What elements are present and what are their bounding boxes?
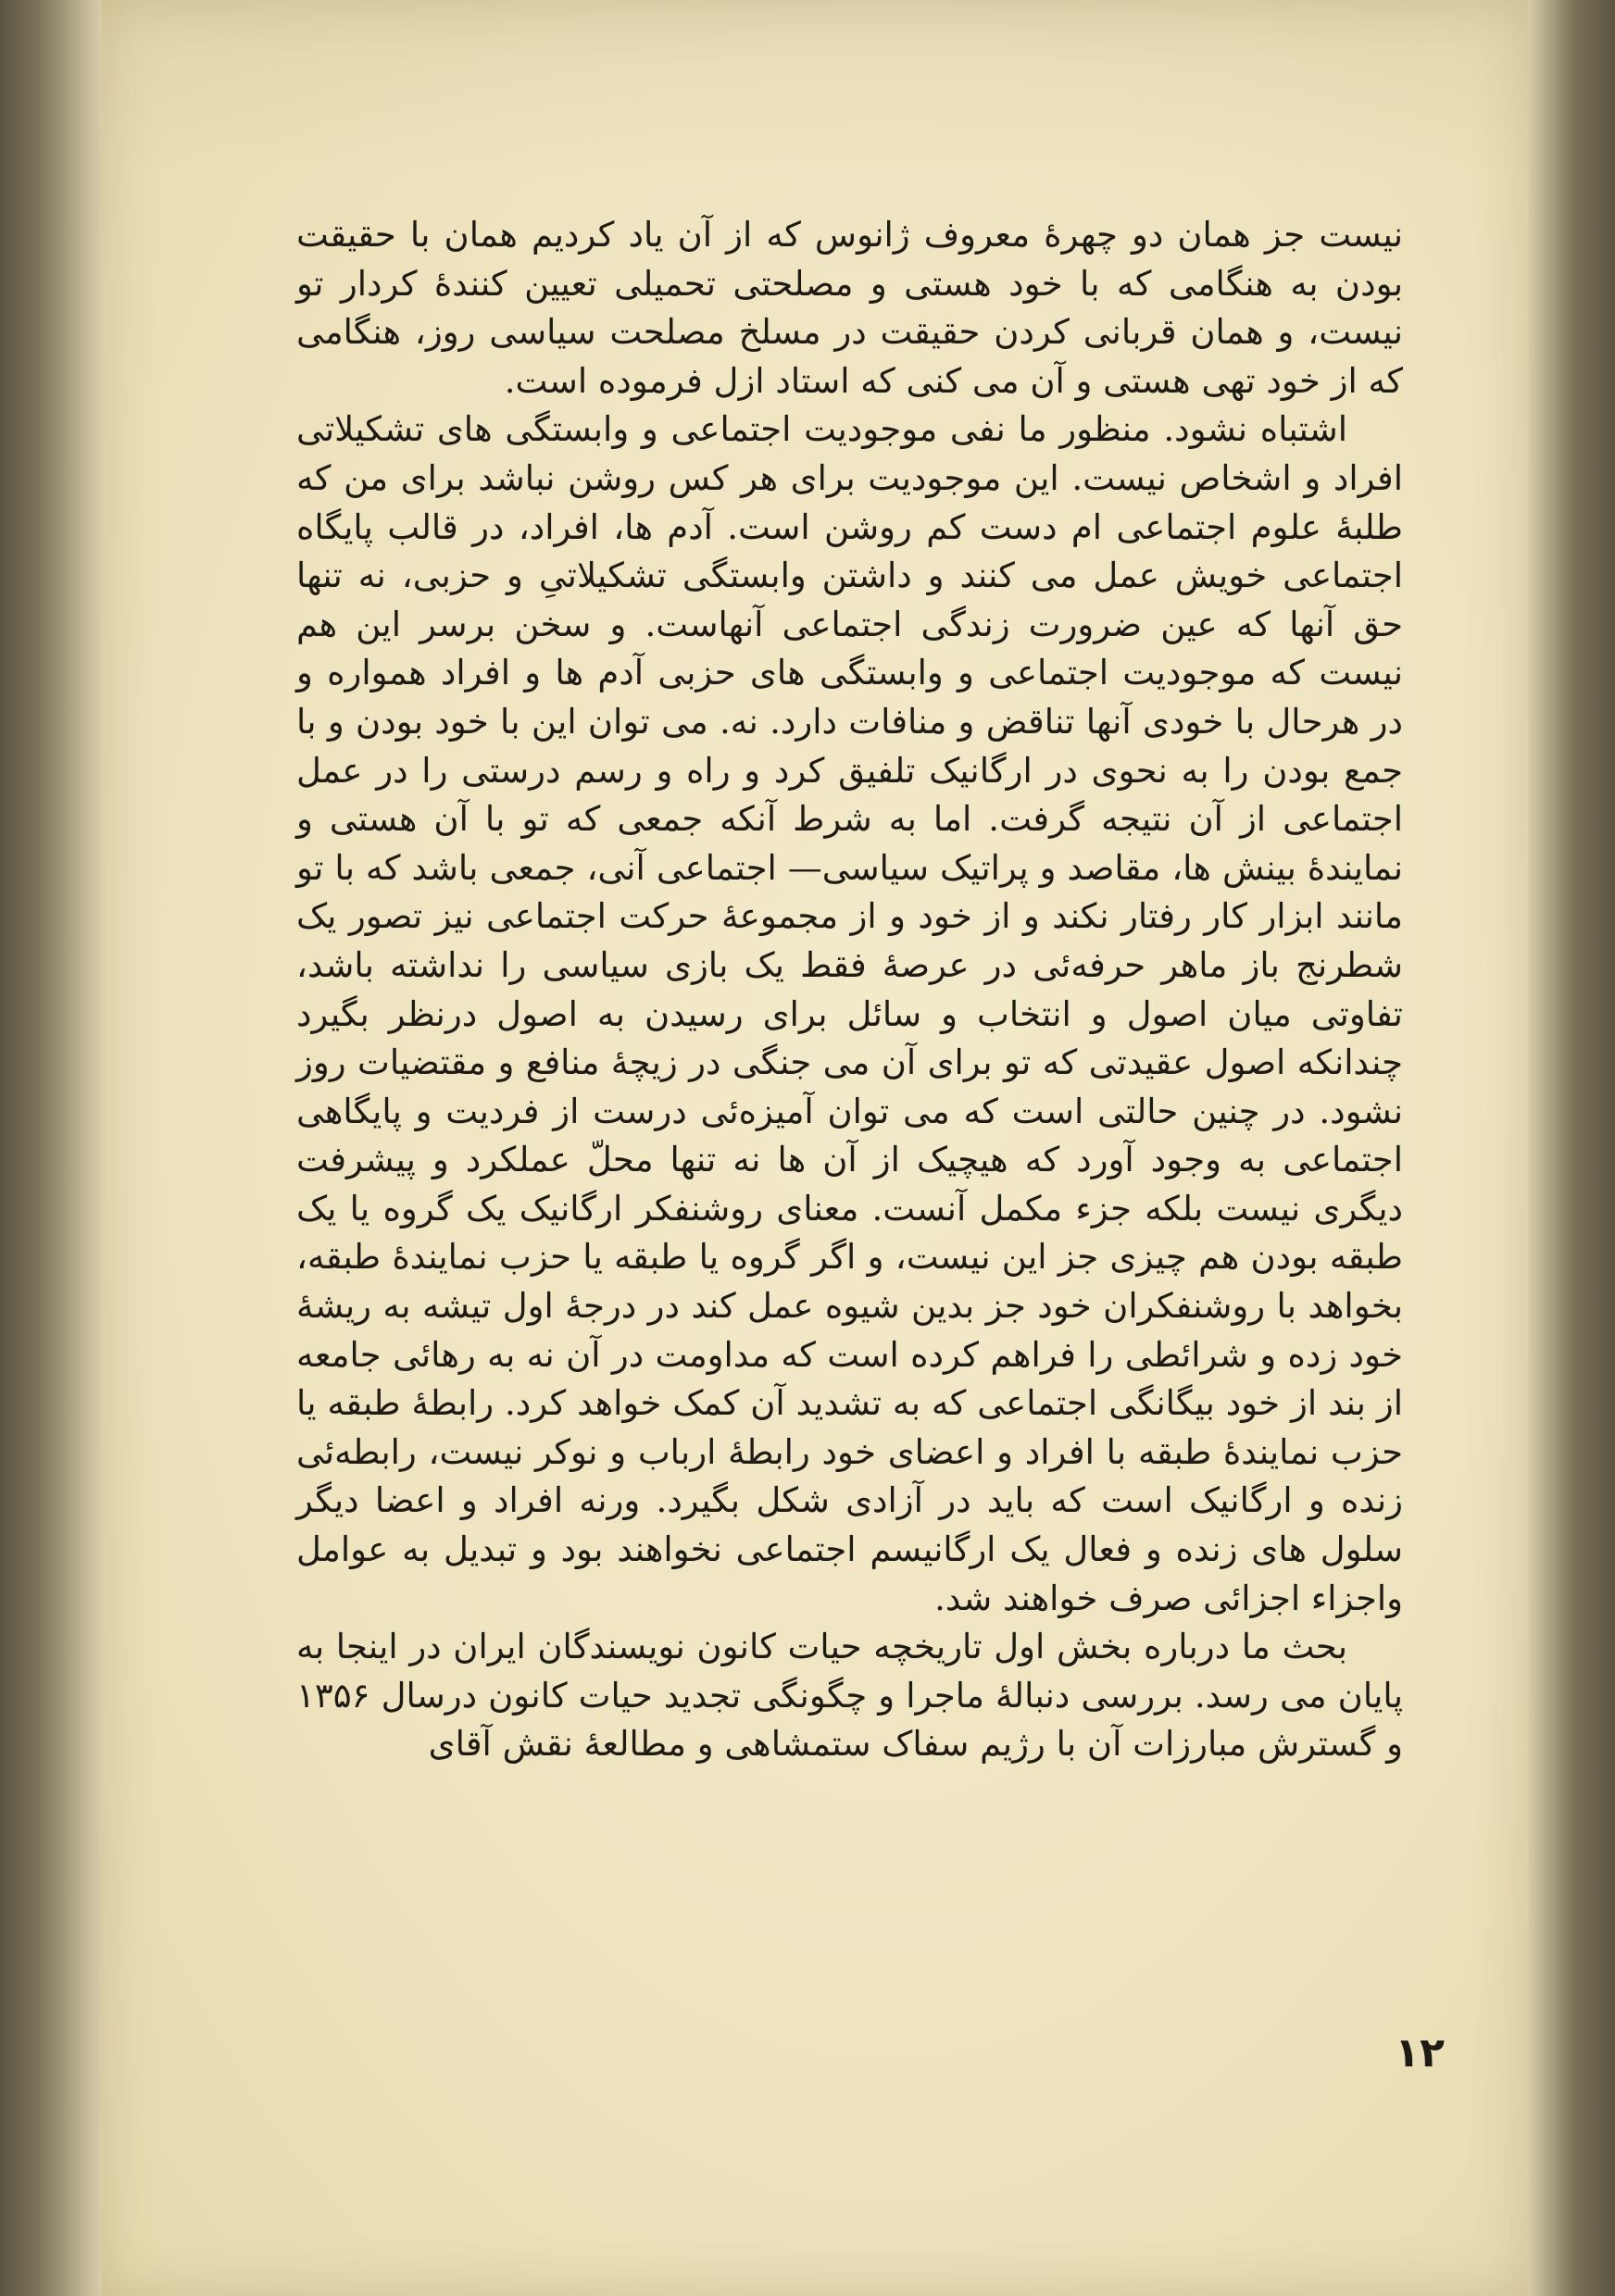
paragraph-2: اشتباه نشود. منظور ما نفی موجودیت اجتماعی و وابستگی های تشکیلاتی افراد و اشخاص نیست. این موجودیت برای هر کس روشن نباشد برای من که طلبهٔ علوم اجتماعی ام دست کم روشن است. آدم ها، افراد، در قالب پایگاه اجتماعی خویش عمل می کنند و داشتن وابستگی تشکیلاتیِ و حزبی، نه تنها حق آنها که عین ضرورت زندگی اجتماعی آنهاست. و سخن برسر این هم نیست که موجودیت اجتماعی و وابستگی های حزبی آدم ها و افراد همواره و در هرحال با خودی آنها تناقض و منافات دارد. نه. می توان این با خود بودن و با جمع بودن را به نحوی در ارگانیک تلفیق کرد و راه و رسم درستی را در عمل اجتماعی از آن نتیجه گرفت. اما به شرط آنکه جمعی که تو با آن هستی و نمایندهٔ بینش ها، مقاصد و پراتیک سیاسی— اجتماعی آنی، جمعی باشد که با تو مانند ابزار کار رفتار نکند و از خود و از مجموعهٔ حرکت اجتماعی نیز تصور یک شطرنج باز ماهر حرفه‌ئی در عرصهٔ فقط یک بازی سیاسی را نداشته باشد، تفاوتی میان اصول و انتخاب و سائل برای رسیدن به اصول درنظر بگیرد چندانکه اصول عقیدتی که تو برای آن می جنگی در زیچهٔ منافع و مقتضیات روز نشود. در چنین حالتی است که می توان آمیزه‌ئی درست از فردیت و پایگاهی اجتماعی به وجود آورد که هیچیک از آن ها نه تنها محلّ عملکرد و پیشرفت دیگری نیست بلکه جزء مکمل آنست. معنای روشنفکر ارگانیک یک گروه یا یک طبقه بودن هم چیزی جز این نیست، و اگر گروه یا طبقه یا حزب نمایندهٔ طبقه، بخواهد با روشنفکران خود جز بدین شیوه عمل کند در درجهٔ اول تیشه به ریشهٔ خود زده و شرائطی را فراهم کرده است که مداومت در آن نه به رهائی جامعه از بند از خود بیگانگی اجتماعی که به تشدید آن کمک خواهد کرد. رابطهٔ طبقه یا حزب نمایندهٔ طبقه با افراد و اعضای خود رابطهٔ ارباب و نوکر نیست، رابطه‌ئی زنده و ارگانیک است که باید در آزادی شکل بگیرد. ورنه افراد و اعضا دیگر سلول های زنده و فعال یک ارگانیسم اجتماعی نخواهند بود و تبدیل به عوامل واجزاء اجزائی صرف خواهند شد. [296,409,1403,1618]
page-top-shade [102,0,1528,176]
page-number: ۱۲ [1395,2029,1445,2077]
body-text [296,211,1403,1769]
paragraph-1: نیست جز همان دو چهرهٔ معروف ژانوس که از آن یاد کردیم همان با حقیقت بودن به هنگامی که با خود هستی و مصلحتی تحمیلی تعیین کنندهٔ کردار تو نیست، و همان قربانی کردن حقیقت در مسلخ مصلحت سیاسی روز، هنگامی که از خود تهی هستی و آن می کنی که استاد ازل فرموده است. [296,215,1403,401]
paragraph-3: بحث ما درباره بخش اول تاریخچه حیات کانون نویسندگان ایران در اینجا به پایان می رسد. بررسی دنبالهٔ ماجرا و چگونگی تجدید حیات کانون درسال ۱۳۵۶ و گسترش مبارزات آن با رژیم سفاک ستمشاهی و مطالعهٔ نقش آقای [296,1627,1403,1765]
